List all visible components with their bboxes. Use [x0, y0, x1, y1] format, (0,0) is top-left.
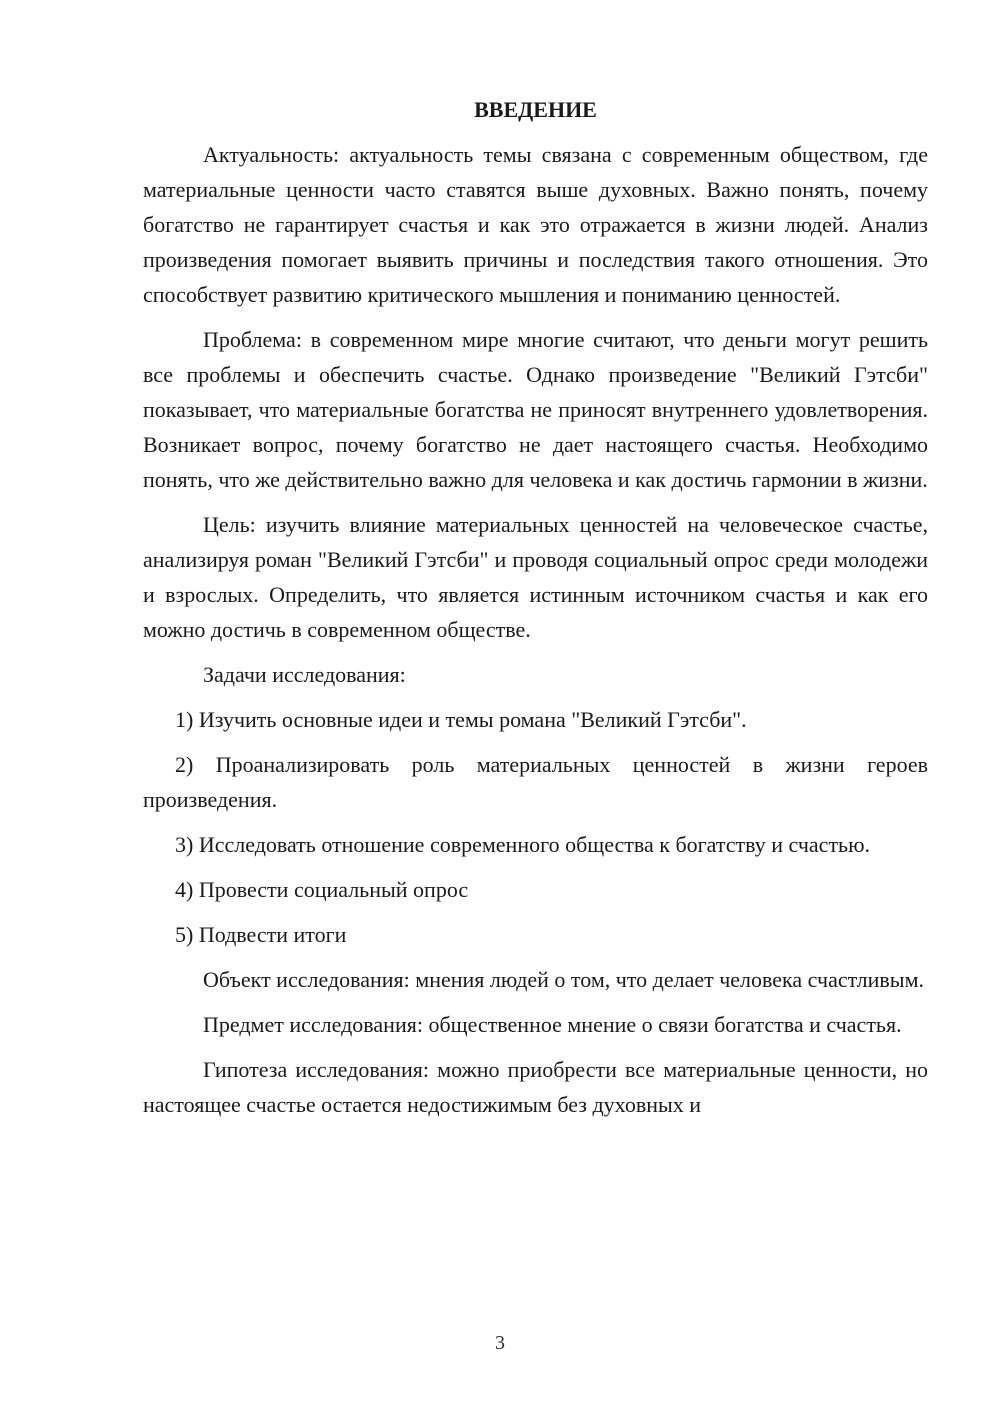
- task-item-3: 3) Исследовать отношение современного общества к богатству и счастью.: [175, 832, 871, 857]
- task-item-2: 2) Проанализировать роль материальных ценностей в жизни героев произведения.: [143, 752, 928, 812]
- relevance-paragraph: Актуальность: актуальность темы связана с современным обществом, где материальные ценности часто ставятся выше духовных. Важно понять, почему богатство не гарантирует счастья и как это отражается в жизни людей. Анализ произведения помогает выявить причины и последствия такого отношения. Это способствует развитию критического мышления и пониманию ценностей.: [143, 142, 928, 307]
- task-item-4: 4) Провести социальный опрос: [175, 877, 469, 902]
- task-item-5: 5) Подвести итоги: [175, 922, 347, 947]
- section-heading: ВВЕДЕНИЕ: [474, 97, 597, 122]
- task-item-1: 1) Изучить основные идеи и темы романа "Великий Гэтсби".: [175, 707, 747, 732]
- tasks-intro: Задачи исследования:: [203, 662, 406, 687]
- subject-paragraph: Предмет исследования: общественное мнение о связи богатства и счастья.: [203, 1012, 902, 1037]
- object-paragraph: Объект исследования: мнения людей о том, что делает человека счастливым.: [203, 967, 925, 992]
- page-number: 3: [495, 1332, 505, 1354]
- goal-paragraph: Цель: изучить влияние материальных ценностей на человеческое счастье, анализируя роман "Великий Гэтсби" и проводя социальный опрос среди молодежи и взрослых. Определить, что является истинным источником счастья и как его можно достичь в современном обществе.: [143, 512, 928, 642]
- hypothesis-paragraph: Гипотеза исследования: можно приобрести все материальные ценности, но настоящее счастье остается недостижимым без духовных и: [143, 1057, 928, 1117]
- problem-paragraph: Проблема: в современном мире многие считают, что деньги могут решить все проблемы и обеспечить счастье. Однако произведение "Великий Гэтсби" показывает, что материальные богатства не приносят внутреннего удовлетворения. Возникает вопрос, почему богатство не дает настоящего счастья. Необходимо понять, что же действительно важно для человека и как достичь гармонии в жизни.: [143, 327, 928, 492]
- page-content: [143, 92, 928, 1132]
